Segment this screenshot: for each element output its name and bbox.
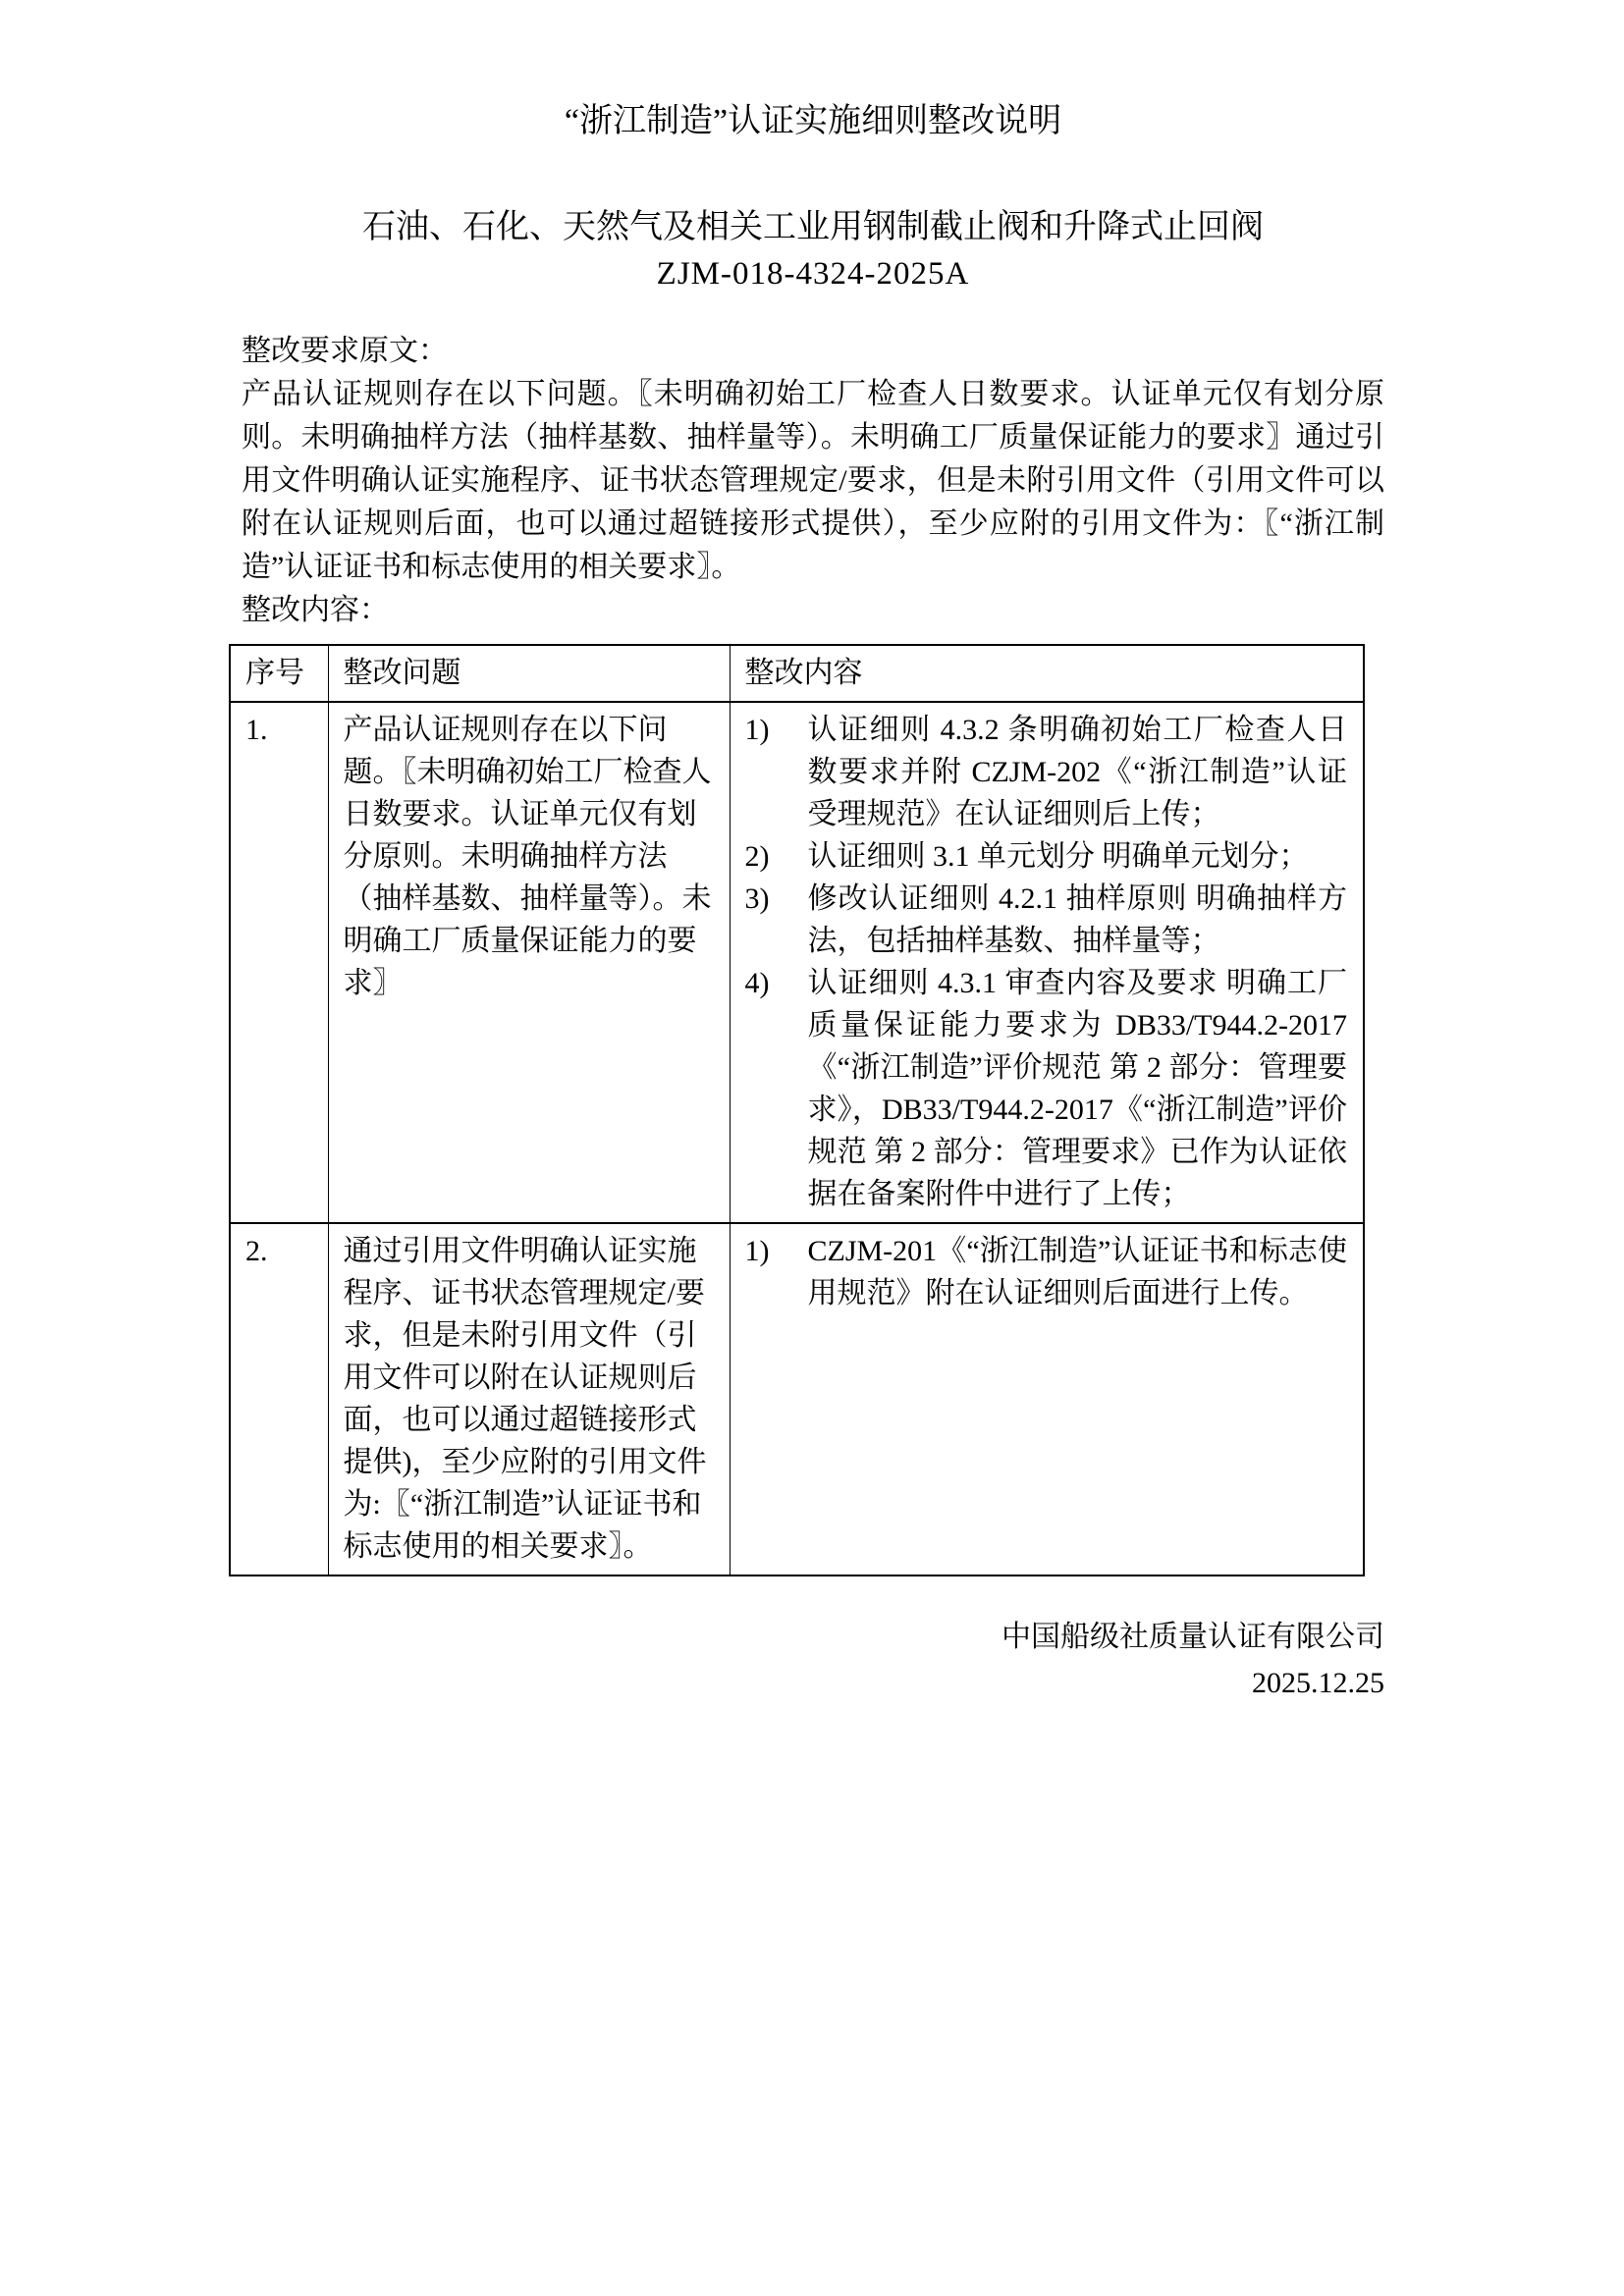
content-item [745,962,1348,1215]
item-text: 认证细则 3.1 单元划分 明确单元划分； [807,840,1309,873]
item-text: CZJM-201《“浙江制造”认证证书和标志使用规范》附在认证细则后面进行上传。 [807,1235,1347,1309]
header-content: 整改内容 [730,645,1364,702]
item-number: 3) [744,882,770,915]
header-problem: 整改问题 [328,645,730,702]
section-heading-content: 整改内容： [242,594,389,626]
table-row [230,702,1364,1223]
content-item [745,1230,1348,1314]
header-no: 序号 [230,645,328,702]
signature-block [242,1614,1384,1706]
signature-date: 2025.12.25 [1252,1667,1384,1699]
item-text: 认证细则 4.3.2 条明确初始工厂检查人日数要求并附 CZJM-202《“浙江制造”认证受理规范》在认证细则后上传； [807,714,1347,830]
item-number: 1) [744,1235,770,1267]
content-item [745,709,1348,835]
content-item [745,878,1348,962]
content-item [745,835,1348,878]
page-title: “浙江制造”认证实施细则整改说明 [564,103,1062,139]
row1-problem: 产品认证规则存在以下问题。〖未明确初始工厂检查人日数要求。认证单元仅有划分原则。未明确抽样方法（抽样基数、抽样量等）。未明确工厂质量保证能力的要求〗 [328,702,730,1223]
table-row [230,1223,1364,1575]
request-paragraph: 产品认证规则存在以下问题。〖未明确初始工厂检查人日数要求。认证单元仅有划分原则。未明确抽样方法（抽样基数、抽样量等）。未明确工厂质量保证能力的要求〗通过引用文件明确认证实施程序、证书状态管理规定/要求，但是未附引用文件（引用文件可以附在认证规则后面，也可以通过超链接形式提供），至少应附的引用文件为：〖“浙江制造”认证证书和标志使用的相关要求〗。 [242,378,1384,583]
row2-no: 2. [230,1223,328,1575]
section-heading-request: 整改要求原文： [242,335,448,367]
product-subtitle: 石油、石化、天然气及相关工业用钢制截止阀和升降式止回阀 [362,209,1264,245]
rectification-table [229,644,1365,1576]
row2-problem: 通过引用文件明确认证实施程序、证书状态管理规定/要求，但是未附引用文件（引用文件可以附在认证规则后面，也可以通过超链接形式提供)，至少应附的引用文件为:〖“浙江制造”认证证书和标志使用的相关要求〗。 [328,1223,730,1575]
item-text: 认证细则 4.3.1 审查内容及要求 明确工厂质量保证能力要求为 DB33/T944.2-2017《“浙江制造”评价规范 第 2 部分：管理要求》，DB33/T944.2-2017《“浙江制造”评价规范 第 2 部分：管理要求》已作为认证依据在备案附件中进行了上传； [807,967,1347,1210]
table-header-row [230,645,1364,702]
row2-content [730,1223,1364,1575]
item-number: 2) [744,840,770,873]
row1-no: 1. [230,702,328,1223]
company-name: 中国船级社质量认证有限公司 [1001,1621,1384,1653]
doc-number: ZJM-018-4324-2025A [656,256,970,292]
item-number: 4) [744,967,770,999]
item-text: 修改认证细则 4.2.1 抽样原则 明确抽样方法，包括抽样基数、抽样量等； [807,882,1347,957]
row1-content [730,702,1364,1223]
item-number: 1) [744,714,770,746]
